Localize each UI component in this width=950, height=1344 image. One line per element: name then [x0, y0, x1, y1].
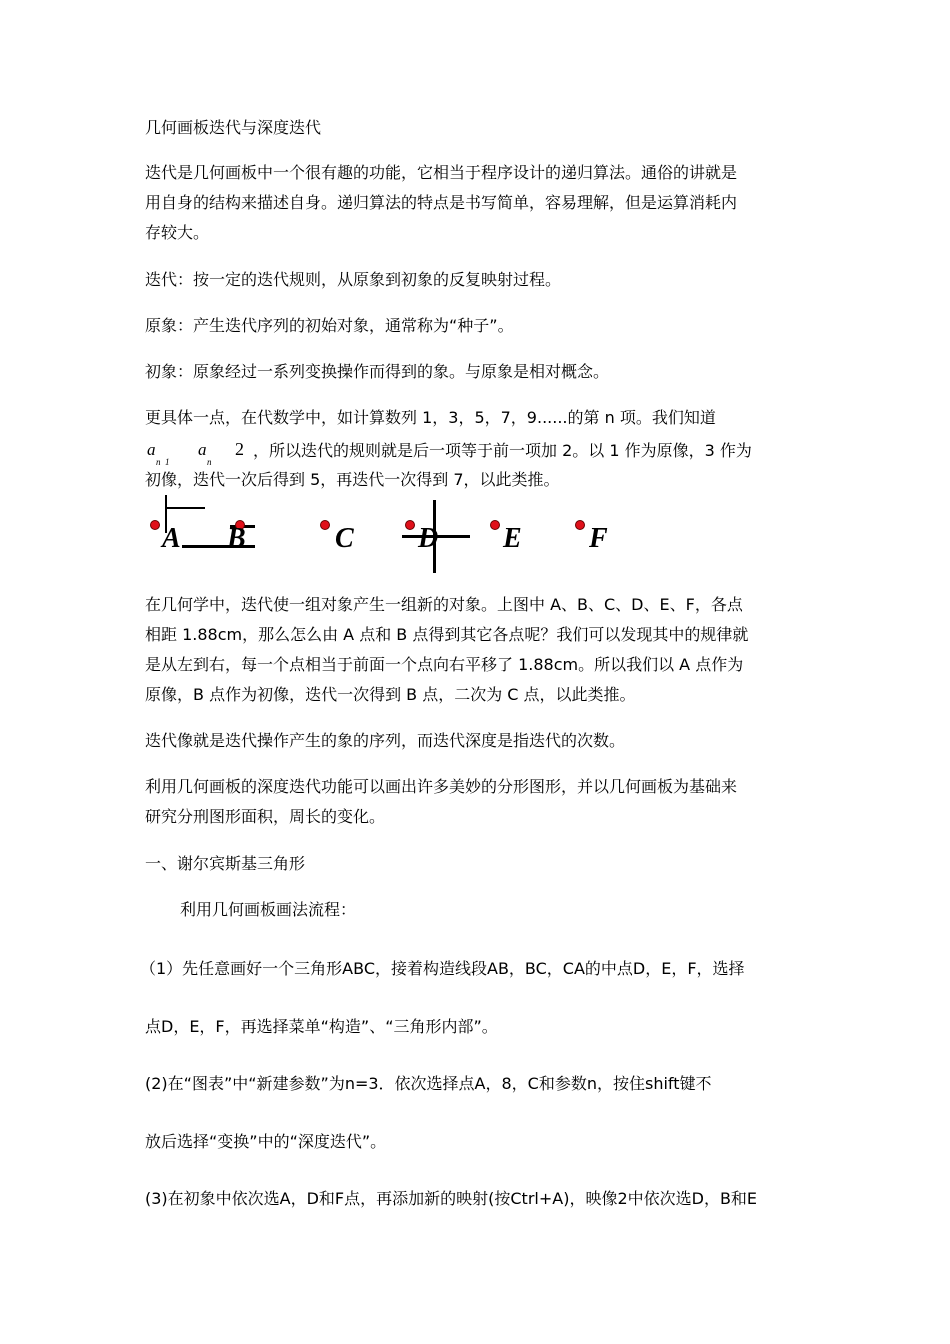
step-1-line-2: 点D，E，F，再选择菜单“构造”、“三角形内部”。	[145, 1017, 498, 1036]
fractal-line-1: 利用几何画板的深度迭代功能可以画出许多美妙的分形图形，并以几何画板为基础来	[145, 777, 738, 796]
intro-line-3: 存较大。	[145, 223, 210, 242]
point-c-dot	[320, 520, 330, 530]
definition-iteration: 迭代：按一定的迭代规则，从原象到初象的反复映射过程。	[145, 270, 562, 289]
step-2-line-2: 放后选择“变换”中的“深度迭代”。	[145, 1132, 387, 1151]
cursor-horizontal-line	[165, 507, 205, 509]
fractal-line-2: 研究分刑图形面积，周长的变化。	[145, 807, 386, 826]
point-c-label: C	[335, 523, 354, 554]
geometry-line-3: 是从左到右，每一个点相当于前面一个点向右平移了 1.88cm。所以我们以 A 点作为	[145, 655, 744, 674]
formula-value: 2	[235, 439, 244, 459]
point-a-dot	[150, 520, 160, 530]
step-2-line-1: (2)在“图表”中“新建参数”为n=3．依次选择点A，8，C和参数n，按住shift键不	[145, 1074, 712, 1093]
flow-title: 利用几何画板画法流程：	[180, 900, 357, 919]
definition-depth: 迭代像就是迭代操作产生的象的序列，而迭代深度是指迭代的次数。	[145, 731, 626, 750]
point-b-label: B	[227, 523, 246, 554]
point-f-label: F	[589, 523, 608, 554]
step-3-line-1: (3)在初象中依次选A，D和F点，再添加新的映射(按Ctrl+A)，映像2中依次选D，B和E	[145, 1189, 758, 1208]
formula-sub-next: n 1	[156, 457, 170, 467]
formula-sub-n: n	[207, 457, 212, 467]
section-heading-sierpinski: 一、谢尔宾斯基三角形	[145, 854, 306, 873]
point-a-label: A	[162, 523, 181, 554]
geometry-line-1: 在几何学中，迭代使一组对象产生一组新的对象。上图中 A、B、C、D、E、F，各点	[145, 595, 743, 614]
definition-image: 初象：原象经过一系列变换操作而得到的象。与原象是相对概念。	[145, 362, 610, 381]
formula-a-next: a	[147, 440, 156, 459]
intro-line-1: 迭代是几何画板中一个很有趣的功能，它相当于程序设计的递归算法。通俗的讲就是	[145, 163, 738, 182]
geometry-line-4: 原像，B 点作为初像，迭代一次得到 B 点，二次为 C 点，以此类推。	[145, 685, 636, 704]
example-line-2: ，所以迭代的规则就是后一项等于前一项加 2。以 1 作为原像，3 作为	[253, 441, 752, 460]
point-f-dot	[575, 520, 585, 530]
points-figure	[140, 495, 640, 580]
definition-preimage: 原象：产生迭代序列的初始对象，通常称为“种子”。	[145, 316, 514, 335]
point-e-label: E	[503, 523, 522, 554]
point-d-label: D	[418, 523, 439, 554]
point-d-dot	[405, 520, 415, 530]
step-1-line-1: （1）先任意画好一个三角形ABC，接着构造线段AB，BC，CA的中点D，E，F，选择	[140, 959, 745, 978]
intro-line-2: 用自身的结构来描述自身。递归算法的特点是书写简单，容易理解，但是运算消耗内	[145, 193, 738, 212]
example-line-3: 初像，迭代一次后得到 5，再迭代一次得到 7，以此类推。	[145, 470, 560, 489]
formula-a-n: a	[198, 440, 207, 459]
point-e-dot	[490, 520, 500, 530]
geometry-line-2: 相距 1.88cm，那么怎么由 A 点和 B 点得到其它各点呢？我们可以发现其中的规律就	[145, 625, 749, 644]
example-line-1: 更具体一点，在代数学中，如计算数列 1，3，5，7，9......的第 n 项。我们知道	[145, 408, 716, 427]
document-title: 几何画板迭代与深度迭代	[145, 118, 322, 137]
